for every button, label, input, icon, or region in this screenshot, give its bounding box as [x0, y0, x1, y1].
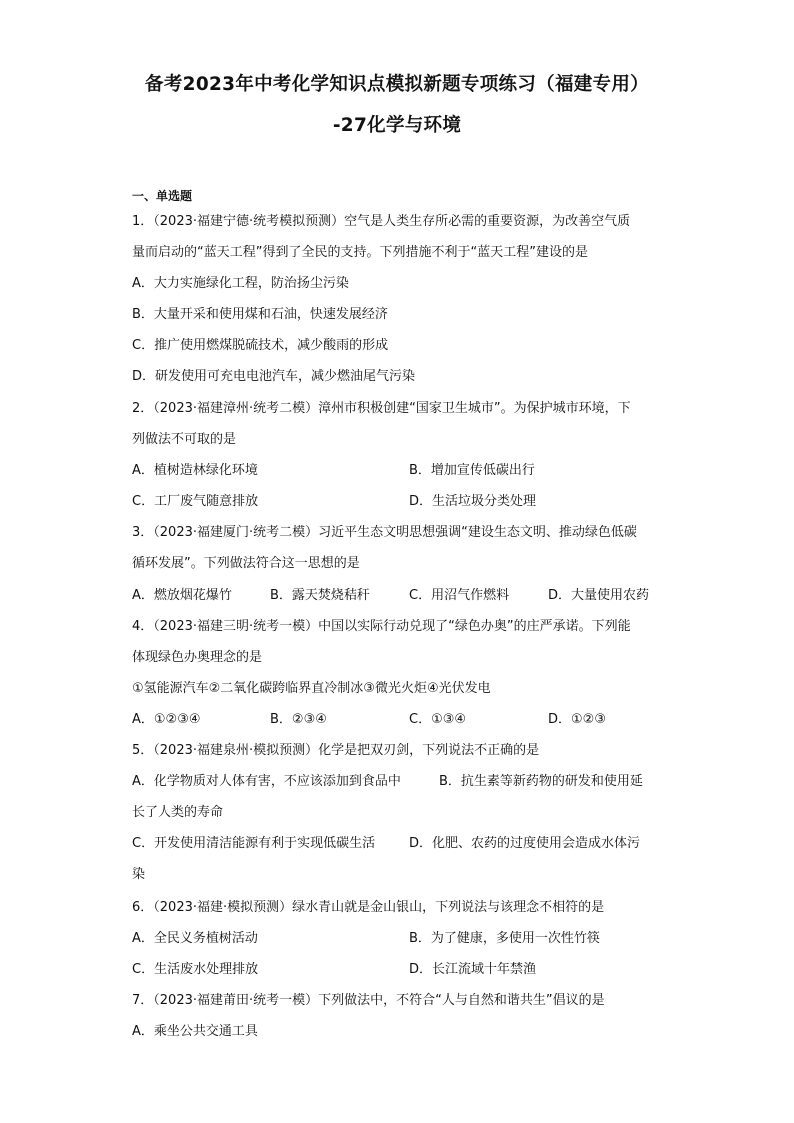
- question-6-option-c: C．生活废水处理排放: [132, 962, 259, 977]
- question-2-option-d: D．生活垃圾分类处理: [409, 494, 537, 509]
- question-6-option-b: B．为了健康，多使用一次性竹筷: [409, 931, 600, 946]
- question-1-option-d: D．研发使用可充电电池汽车，减少燃油尾气污染: [132, 369, 416, 384]
- question-4-stem: 4．（2023·福建三明·统考一模）中国以实际行动兑现了“绿色办奥”的庄严承诺。下列能: [132, 619, 631, 634]
- question-2-option-c: C．工厂废气随意排放: [132, 494, 259, 509]
- question-6-option-a: A．全民义务植树活动: [132, 931, 258, 946]
- document-title: 备考2023年中考化学知识点模拟新题专项练习（福建专用）: [145, 74, 649, 95]
- question-3-option-a: A．燃放烟花爆竹: [132, 588, 232, 603]
- question-4-option-c: C．①③④: [409, 712, 467, 727]
- question-3-option-d: D．大量使用农药: [548, 588, 650, 603]
- question-5-option-a: A．化学物质对人体有害，不应该添加到食品中: [132, 774, 401, 789]
- question-5-option-b-cont: 长了人类的寿命: [132, 805, 224, 820]
- question-5-stem: 5．（2023·福建泉州·模拟预测）化学是把双刃剑，下列说法不正确的是: [132, 743, 540, 758]
- question-4-option-a: A．①②③④: [132, 712, 201, 727]
- question-2-stem-cont: 列做法不可取的是: [132, 432, 237, 447]
- question-5-option-d-cont: 染: [132, 867, 146, 882]
- question-2-stem: 2．（2023·福建漳州·统考二模）漳州市积极创建“国家卫生城市”。为保护城市环境，下: [132, 401, 631, 416]
- question-7-option-a: A．乘坐公共交通工具: [132, 1024, 258, 1039]
- document-subtitle: -27化学与环境: [332, 115, 462, 136]
- question-2-option-b: B．增加宣传低碳出行: [409, 463, 535, 478]
- question-4-option-b: B．②③④: [270, 712, 327, 727]
- question-1-option-b: B．大量开采和使用煤和石油，快速发展经济: [132, 307, 388, 322]
- question-5-option-c: C．开发使用清洁能源有利于实现低碳生活: [132, 836, 376, 851]
- question-7-stem: 7．（2023·福建莆田·统考一模）下列做法中，不符合“人与自然和谐共生”倡议的是: [132, 993, 605, 1008]
- question-4-option-d: D．①②③: [548, 712, 606, 727]
- question-3-stem-cont: 循环发展”。下列做法符合这一思想的是: [132, 556, 360, 571]
- section-heading: 一、单选题: [132, 189, 193, 203]
- question-3-stem: 3．（2023·福建厦门·统考二模）习近平生态文明思想强调“建设生态文明、推动绿色低碳: [132, 525, 637, 540]
- question-3-option-c: C．用沼气作燃料: [409, 588, 510, 603]
- question-6-option-d: D．长江流域十年禁渔: [409, 962, 537, 977]
- question-3-option-b: B．露天焚烧秸秆: [270, 588, 370, 603]
- question-5-option-b: B．抗生素等新药物的研发和使用延: [439, 774, 643, 789]
- question-1-option-a: A．大力实施绿化工程，防治扬尘污染: [132, 276, 349, 291]
- question-6-stem: 6．（2023·福建·模拟预测）绿水青山就是金山银山，下列说法与该理念不相符的是: [132, 900, 605, 915]
- question-1-stem: 1．（2023·福建宁德·统考模拟预测）空气是人类生存所必需的重要资源，为改善空气质: [132, 214, 631, 229]
- question-5-option-d: D．化肥、农药的过度使用会造成水体污: [409, 836, 641, 851]
- question-2-option-a: A．植树造林绿化环境: [132, 463, 258, 478]
- question-1-option-c: C．推广使用燃煤脱硫技术，减少酸雨的形成: [132, 338, 389, 353]
- question-4-items: ①氢能源汽车②二氧化碳跨临界直冷制冰③微光火炬④光伏发电: [132, 681, 491, 696]
- question-1-stem-cont: 量而启动的“蓝天工程”得到了全民的支持。下列措施不利于“蓝天工程”建设的是: [132, 245, 588, 260]
- question-4-stem-cont: 体现绿色办奥理念的是: [132, 650, 263, 665]
